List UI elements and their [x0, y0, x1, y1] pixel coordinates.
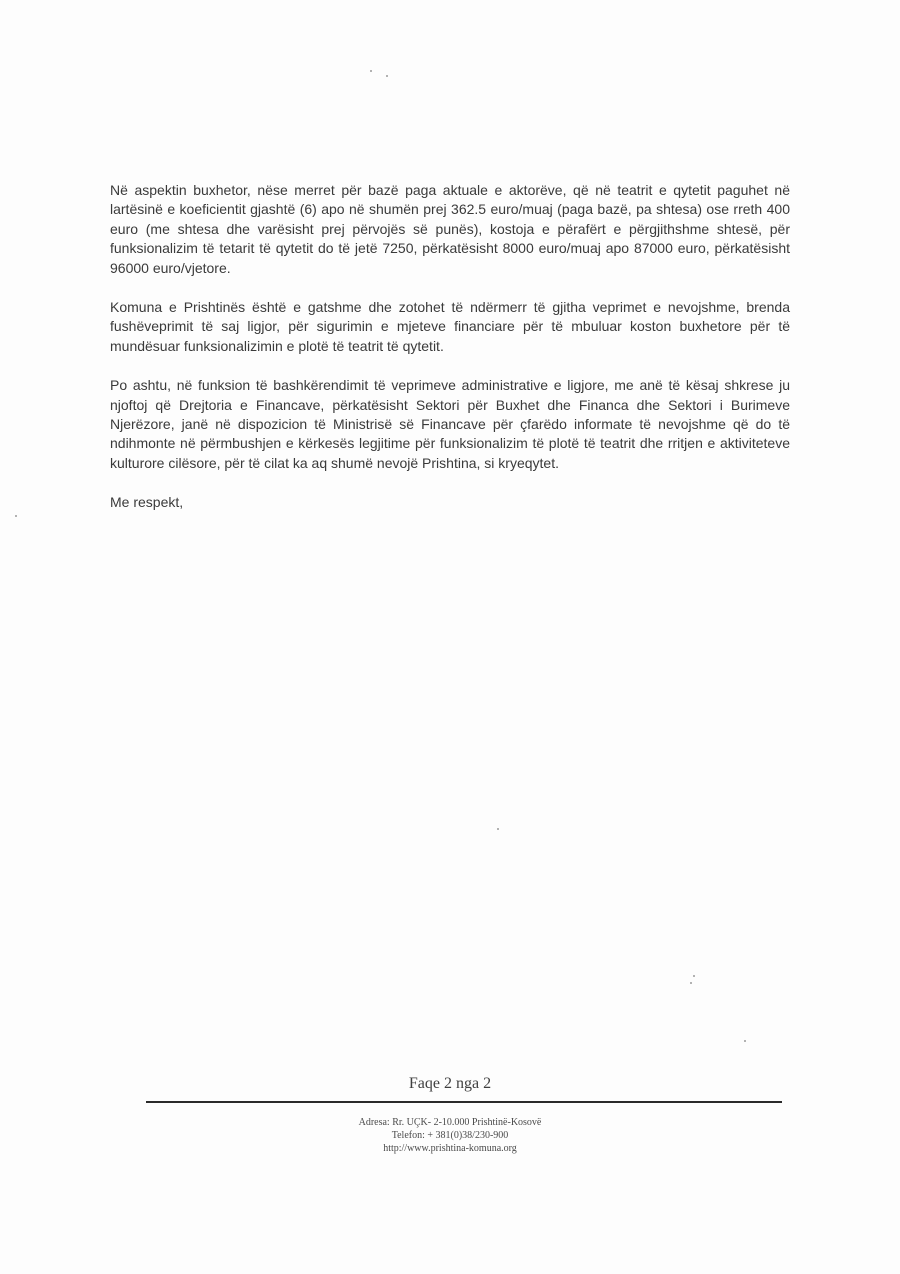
paragraph-coordination: Po ashtu, në funksion të bashkërendimit të veprimeve administrative e ligjore, me anë të kësaj shkrese ju njoftoj që Drejtoria e Financave, përkatësisht Sektori për Buxhet dhe Financa dhe Sektori i Burimeve Njerëzore, janë në dispozicion të Ministrisë së Financave për çfarëdo informate të nevojshme që do të ndihmonte në përmbushjen e kërkesës legjitime për funksionalizim të plotë të teatrit dhe rritjen e aktiviteteve kulturore cilësore, për të cilat ka aq shumë nevojë Prishtina, si kryeqytet.	[110, 377, 790, 471]
scan-speck	[693, 975, 695, 977]
page-number: Faqe 2 nga 2	[408, 1075, 492, 1092]
scan-speck	[15, 515, 17, 517]
scan-speck	[690, 982, 692, 984]
closing-salutation: Me respekt,	[110, 494, 184, 511]
scan-speck	[370, 70, 372, 72]
scan-speck	[497, 828, 499, 830]
footer-phone-line: Telefon: + 381(0)38/230-900	[391, 1130, 509, 1141]
paragraph-budget: Në aspektin buxhetor, nëse merret për bazë paga aktuale e aktorëve, që në teatrit e qytetit paguhet në lartësinë e koeficientit gjashtë (6) apo në shumën prej 362.5 euro/muaj (paga bazë, pa shtesa) ose rreth 400 euro (me shtesa dhe varësisht prej përvojës së punës), kostoja e përafërt e përgjithshme shtesë, për funksionalizim të tetarit të qytetit do të jetë 7250, përkatësisht 8000 euro/muaj apo 87000 euro, përkatësisht 96000 euro/vjetore.	[110, 182, 790, 276]
footer-address-line: Adresa: Rr. UÇK- 2-10.000 Prishtinë-Kosovë	[358, 1117, 542, 1128]
scan-speck	[744, 1040, 746, 1042]
paragraph-commitment: Komuna e Prishtinës është e gatshme dhe zotohet të ndërmerr të gjitha veprimet e nevojshme, brenda fushëveprimit të saj ligjor, për sigurimin e mjeteve financiare për të mbuluar koston buxhetore për të mundësuar funksionalizimin e plotë të teatrit të qytetit.	[110, 299, 790, 354]
footer-website-link[interactable]: http://www.prishtina-komuna.org	[383, 1143, 517, 1154]
scan-speck	[386, 75, 388, 77]
footer-divider	[146, 1101, 782, 1103]
letter-body	[110, 181, 790, 533]
footer-contact	[0, 1116, 900, 1155]
